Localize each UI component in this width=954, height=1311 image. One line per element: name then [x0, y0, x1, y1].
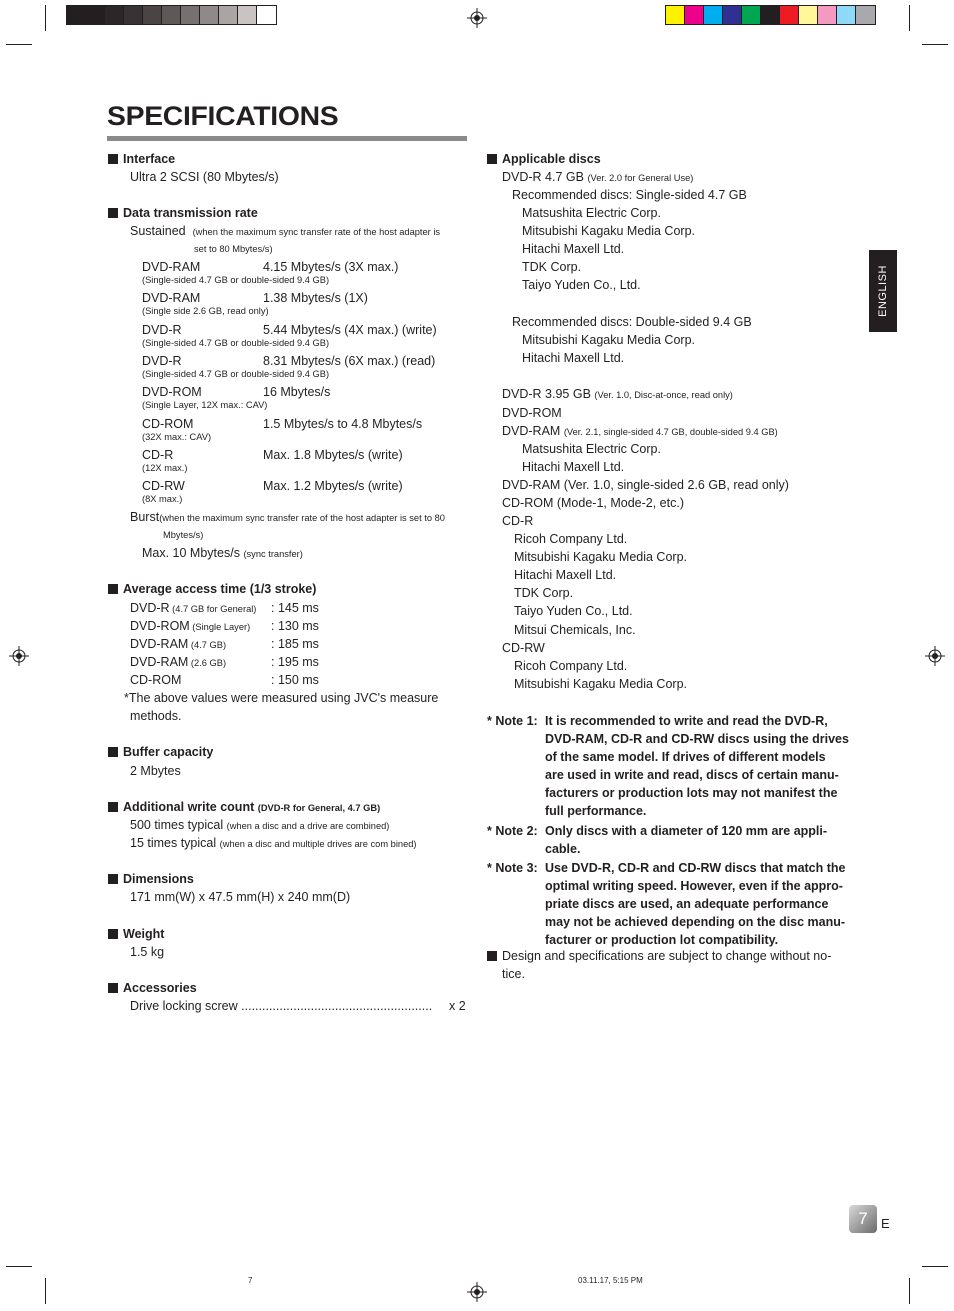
crop-mark [922, 1266, 948, 1267]
burst-label: Burst(when the maximum sync transfer rate of the host adapter is set to 80 [130, 510, 445, 524]
color-swatch [200, 6, 219, 24]
note-text: optimal writing speed. However, even if the appro- [545, 879, 843, 893]
crop-mark [6, 44, 32, 45]
recommended-label: Recommended discs: Single-sided 4.7 GB [512, 188, 747, 202]
color-swatch [238, 6, 257, 24]
transfer-row-value: 8.31 Mbytes/s (6X max.) (read) [263, 353, 436, 368]
access-row-value: : 145 ms [271, 601, 319, 615]
interface-heading: Interface [108, 150, 175, 168]
change-notice: Design and specifications are subject to change without no- [487, 947, 831, 965]
color-swatch [86, 6, 105, 24]
footer-timestamp: 03.11.17, 5:15 PM [578, 1276, 643, 1285]
disc-type: CD-ROM (Mode-1, Mode-2, etc.) [502, 496, 684, 510]
color-swatch [856, 6, 875, 24]
access-row-value: : 130 ms [271, 619, 319, 633]
disc-type: DVD-RAM (Ver. 1.0, single-sided 2.6 GB, read only) [502, 478, 789, 492]
transfer-row-note: (32X max.: CAV) [142, 431, 212, 442]
color-swatch [181, 6, 200, 24]
access-row-name: DVD-R (4.7 GB for General) [130, 601, 257, 615]
access-row-name: DVD-ROM (Single Layer) [130, 619, 251, 633]
maker-list-item: Taiyo Yuden Co., Ltd. [514, 604, 633, 619]
gray-calibration-bar [66, 5, 277, 25]
transfer-row-note: (Single-sided 4.7 GB or double-sided 9.4 GB) [142, 368, 330, 379]
transfer-row-value: 5.44 Mbytes/s (4X max.) (write) [263, 322, 437, 337]
note-text: cable. [545, 841, 581, 856]
bullet-square-icon [108, 747, 118, 757]
registration-mark-icon [925, 646, 945, 666]
maker-list-item: Hitachi Maxell Ltd. [522, 351, 625, 366]
note-text: facturers or production lots may not manifest the [545, 786, 838, 800]
transfer-row-name: DVD-RAM [142, 260, 201, 274]
access-row-name: DVD-RAM (4.7 GB) [130, 637, 227, 651]
weight-value: 1.5 kg [130, 945, 165, 959]
color-swatch [105, 6, 124, 24]
accessories-qty: x 2 [449, 999, 466, 1013]
page-title: SPECIFICATIONS [107, 101, 339, 131]
maker-list-item: Mitsubishi Kagaku Media Corp. [522, 224, 695, 239]
bullet-square-icon [487, 154, 497, 164]
transfer-row-name: DVD-R [142, 353, 182, 368]
maker-list-item: TDK Corp. [514, 586, 574, 601]
color-swatch [124, 6, 143, 24]
maker-list-item: Hitachi Maxell Ltd. [522, 242, 625, 257]
maker-list-item: Ricoh Company Ltd. [514, 659, 628, 673]
crop-mark [922, 44, 948, 45]
note-label: * Note 2: [487, 823, 538, 838]
title-rule [107, 136, 467, 141]
note-label: * Note 1: [487, 714, 538, 728]
footer-page: 7 [248, 1276, 253, 1285]
burst-value: Max. 10 Mbytes/s (sync transfer) [142, 546, 303, 560]
registration-mark-icon [9, 646, 29, 666]
color-swatch [257, 6, 276, 24]
disc-type: CD-R [502, 514, 534, 528]
weight-heading: Weight [108, 925, 164, 943]
transfer-row-note: (8X max.) [142, 494, 183, 505]
crop-mark [45, 1278, 46, 1304]
access-row-value: : 195 ms [271, 655, 319, 669]
bullet-square-icon [108, 208, 118, 218]
transfer-row-note: (Single side 2.6 GB, read only) [142, 306, 269, 317]
transfer-row-value: Max. 1.2 Mbytes/s (write) [263, 479, 403, 494]
bullet-square-icon [108, 154, 118, 164]
interface-value: Ultra 2 SCSI (80 Mbytes/s) [130, 170, 279, 184]
color-swatch [723, 6, 742, 24]
note-text: DVD-RAM, CD-R and CD-RW discs using the drives [545, 732, 849, 746]
bullet-square-icon [108, 874, 118, 884]
buffer-value: 2 Mbytes [130, 764, 181, 778]
note-text: may not be achieved depending on the disc manu- [545, 915, 846, 929]
crop-mark [45, 5, 46, 31]
registration-mark-icon [467, 1282, 487, 1302]
crop-mark [6, 1266, 32, 1267]
color-swatch [742, 6, 761, 24]
transfer-row-value: 4.15 Mbytes/s (3X max.) [263, 260, 399, 274]
transfer-row-name: DVD-RAM [142, 291, 201, 306]
note-text: of the same model. If drives of different models [545, 750, 826, 764]
accessories-heading: Accessories [108, 979, 197, 997]
color-swatch [818, 6, 837, 24]
page-letter: E [881, 1216, 890, 1231]
crop-mark [909, 5, 910, 31]
dimensions-value: 171 mm(W) x 47.5 mm(H) x 240 mm(D) [130, 890, 351, 904]
language-tab [869, 250, 897, 332]
transfer-row-note: (Single-sided 4.7 GB or double-sided 9.4 GB) [142, 275, 330, 285]
access-footnote: methods. [130, 709, 182, 723]
color-swatch [761, 6, 780, 24]
maker-list-item: Matsushita Electric Corp. [522, 206, 661, 220]
bullet-square-icon [108, 584, 118, 594]
access-row-value: : 150 ms [271, 673, 319, 687]
maker-list-item: Mitsui Chemicals, Inc. [514, 622, 636, 637]
language-tab-label: ENGLISH [877, 265, 889, 317]
color-swatch [666, 6, 685, 24]
access-heading: Average access time (1/3 stroke) [108, 580, 316, 598]
write-count-line: 500 times typical (when a disc and a drive are combined) [130, 818, 390, 832]
color-swatch [162, 6, 181, 24]
transfer-row-name: DVD-R [142, 322, 182, 337]
transfer-row-name: CD-RW [142, 479, 185, 494]
bullet-square-icon [108, 983, 118, 993]
disc-type: DVD-RAM (Ver. 2.1, single-sided 4.7 GB, double-sided 9.4 GB) [502, 424, 778, 438]
dimensions-heading: Dimensions [108, 870, 194, 888]
buffer-heading: Buffer capacity [108, 743, 213, 761]
maker-list-item: TDK Corp. [522, 260, 582, 275]
transfer-row-value: 16 Mbytes/s [263, 385, 331, 400]
color-swatch [837, 6, 856, 24]
transfer-row-note: (12X max.) [142, 462, 188, 473]
note-text: Use DVD-R, CD-R and CD-RW discs that match the [545, 861, 846, 875]
note-text: full performance. [545, 804, 647, 818]
transfer-row-value: Max. 1.8 Mbytes/s (write) [263, 447, 403, 462]
color-swatch [219, 6, 238, 24]
transfer-row-name: CD-R [142, 447, 174, 462]
sustained-label: Sustained (when the maximum sync transfer rate of the host adapter is [130, 224, 441, 238]
maker-list-item: Mitsubishi Kagaku Media Corp. [514, 677, 687, 692]
disc-type: DVD-R 4.7 GB (Ver. 2.0 for General Use) [502, 170, 694, 184]
maker-list-item: Ricoh Company Ltd. [514, 532, 628, 546]
color-swatch [143, 6, 162, 24]
note-text: Only discs with a diameter of 120 mm are appli- [545, 823, 828, 838]
crop-mark [909, 1278, 910, 1304]
bullet-square-icon [487, 951, 497, 961]
disc-type: DVD-ROM [502, 406, 562, 420]
maker-list-item: Hitachi Maxell Ltd. [522, 460, 625, 475]
color-swatch [704, 6, 723, 24]
discs-heading: Applicable discs [487, 150, 601, 168]
transfer-row-note: (Single Layer, 12X max.: CAV) [142, 400, 268, 411]
sustained-note: set to 80 Mbytes/s) [194, 244, 273, 254]
note-text: facturer or production lot compatibility. [545, 933, 779, 947]
note-text: are used in write and read, discs of certain manu- [545, 768, 839, 782]
access-row-name: CD-ROM [130, 673, 182, 687]
transfer-row-value: 1.5 Mbytes/s to 4.8 Mbytes/s [263, 416, 423, 431]
write-count-line: 15 times typical (when a disc and multiple drives are com bined) [130, 836, 417, 850]
color-swatch [685, 6, 704, 24]
accessories-item: Drive locking screw ....................................................... [130, 999, 433, 1013]
note-label: * Note 3: [487, 861, 538, 875]
bullet-square-icon [108, 929, 118, 939]
write-count-heading: Additional write count (DVD-R for General, 4.7 GB) [108, 798, 380, 817]
transfer-row-name: DVD-ROM [142, 385, 202, 400]
maker-list-item: Mitsubishi Kagaku Media Corp. [522, 333, 695, 347]
maker-list-item: Taiyo Yuden Co., Ltd. [522, 278, 641, 293]
transfer-row-name: CD-ROM [142, 416, 194, 431]
maker-list-item: Matsushita Electric Corp. [522, 442, 661, 456]
bullet-square-icon [108, 802, 118, 812]
color-swatch [799, 6, 818, 24]
registration-mark-icon [467, 8, 487, 28]
note-text: priate discs are used, an adequate performance [545, 897, 829, 911]
page-number-badge: 7 [849, 1205, 877, 1233]
burst-note: Mbytes/s) [163, 530, 204, 540]
disc-type: CD-RW [502, 641, 545, 655]
access-row-value: : 185 ms [271, 637, 319, 651]
maker-list-item: Mitsubishi Kagaku Media Corp. [514, 550, 687, 565]
color-swatch [780, 6, 799, 24]
maker-list-item: Hitachi Maxell Ltd. [514, 568, 617, 583]
access-footnote: *The above values were measured using JVC's measure [124, 691, 439, 705]
recommended-label: Recommended discs: Double-sided 9.4 GB [512, 315, 752, 329]
color-swatch [67, 6, 86, 24]
transfer-heading: Data transmission rate [108, 204, 258, 222]
note-text: It is recommended to write and read the DVD-R, [545, 714, 828, 728]
change-notice: tice. [502, 967, 525, 981]
disc-type: DVD-R 3.95 GB (Ver. 1.0, Disc-at-once, read only) [502, 387, 733, 401]
transfer-row-note: (Single-sided 4.7 GB or double-sided 9.4 GB) [142, 337, 330, 348]
transfer-row-value: 1.38 Mbytes/s (1X) [263, 291, 368, 306]
access-row-name: DVD-RAM (2.6 GB) [130, 655, 227, 669]
color-calibration-bar [665, 5, 876, 25]
